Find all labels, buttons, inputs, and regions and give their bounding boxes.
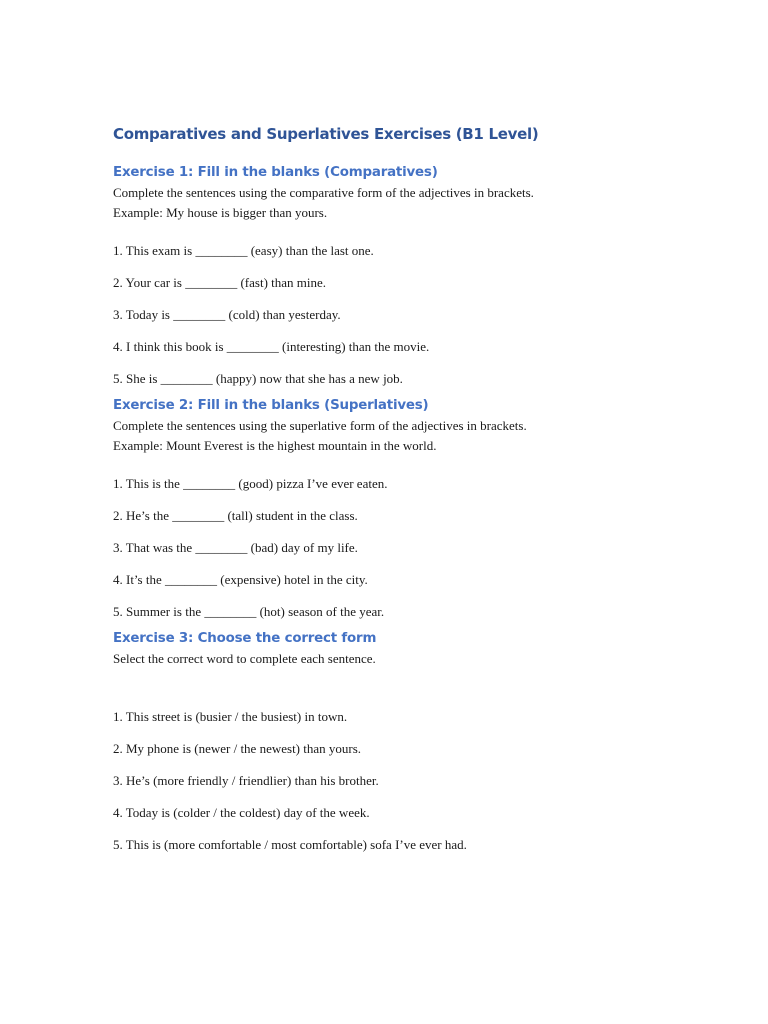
exercise-item: 5. This is (more comfortable / most comfortable) sofa I’ve ever had. <box>113 837 467 852</box>
document-content <box>113 123 673 867</box>
example-line: Example: Mount Everest is the highest mountain in the world. <box>113 437 437 453</box>
exercise-1-items <box>113 241 673 396</box>
exercise-2-heading: Exercise 2: Fill in the blanks (Superlatives) <box>113 398 429 413</box>
exercise-item: 1. This exam is ________ (easy) than the last one. <box>113 243 374 258</box>
exercise-item: 3. That was the ________ (bad) day of my life. <box>113 540 358 555</box>
exercise-item: 5. Summer is the ________ (hot) season of the year. <box>113 604 385 619</box>
instruction-line: Select the correct word to complete each sentence. <box>113 651 376 666</box>
exercise-item: 1. This is the ________ (good) pizza I’ve ever eaten. <box>113 476 388 491</box>
exercise-item: 3. He’s (more friendly / friendlier) than his brother. <box>113 773 379 788</box>
exercise-item: 3. Today is ________ (cold) than yesterday. <box>113 307 341 322</box>
exercise-3-instructions <box>113 649 673 707</box>
exercise-2-section <box>113 396 673 629</box>
exercise-2-items <box>113 474 673 629</box>
exercise-item: 4. I think this book is ________ (interesting) than the movie. <box>113 339 430 354</box>
example-line: Example: My house is bigger than yours. <box>113 204 328 220</box>
exercise-item: 1. This street is (busier / the busiest) in town. <box>113 709 348 724</box>
exercise-item: 4. It’s the ________ (expensive) hotel in the city. <box>113 572 368 587</box>
exercise-item: 2. My phone is (newer / the newest) than yours. <box>113 741 362 756</box>
document-title: Comparatives and Superlatives Exercises (B1 Level) <box>113 125 539 143</box>
exercise-1-instructions <box>113 183 673 241</box>
exercise-item: 2. Your car is ________ (fast) than mine. <box>113 275 327 290</box>
exercise-2-instructions <box>113 416 673 474</box>
exercise-3-section <box>113 629 673 867</box>
exercise-1-section <box>113 163 673 396</box>
exercise-3-items <box>113 707 673 867</box>
exercise-item: 2. He’s the ________ (tall) student in the class. <box>113 508 358 523</box>
exercise-3-heading: Exercise 3: Choose the correct form <box>113 631 377 646</box>
exercise-1-heading: Exercise 1: Fill in the blanks (Comparatives) <box>113 165 438 180</box>
exercise-item: 4. Today is (colder / the coldest) day of the week. <box>113 805 370 820</box>
instruction-line: Complete the sentences using the superlative form of the adjectives in brackets. <box>113 418 527 433</box>
instruction-line: Complete the sentences using the comparative form of the adjectives in brackets. <box>113 185 534 200</box>
exercise-item: 5. She is ________ (happy) now that she has a new job. <box>113 371 403 386</box>
